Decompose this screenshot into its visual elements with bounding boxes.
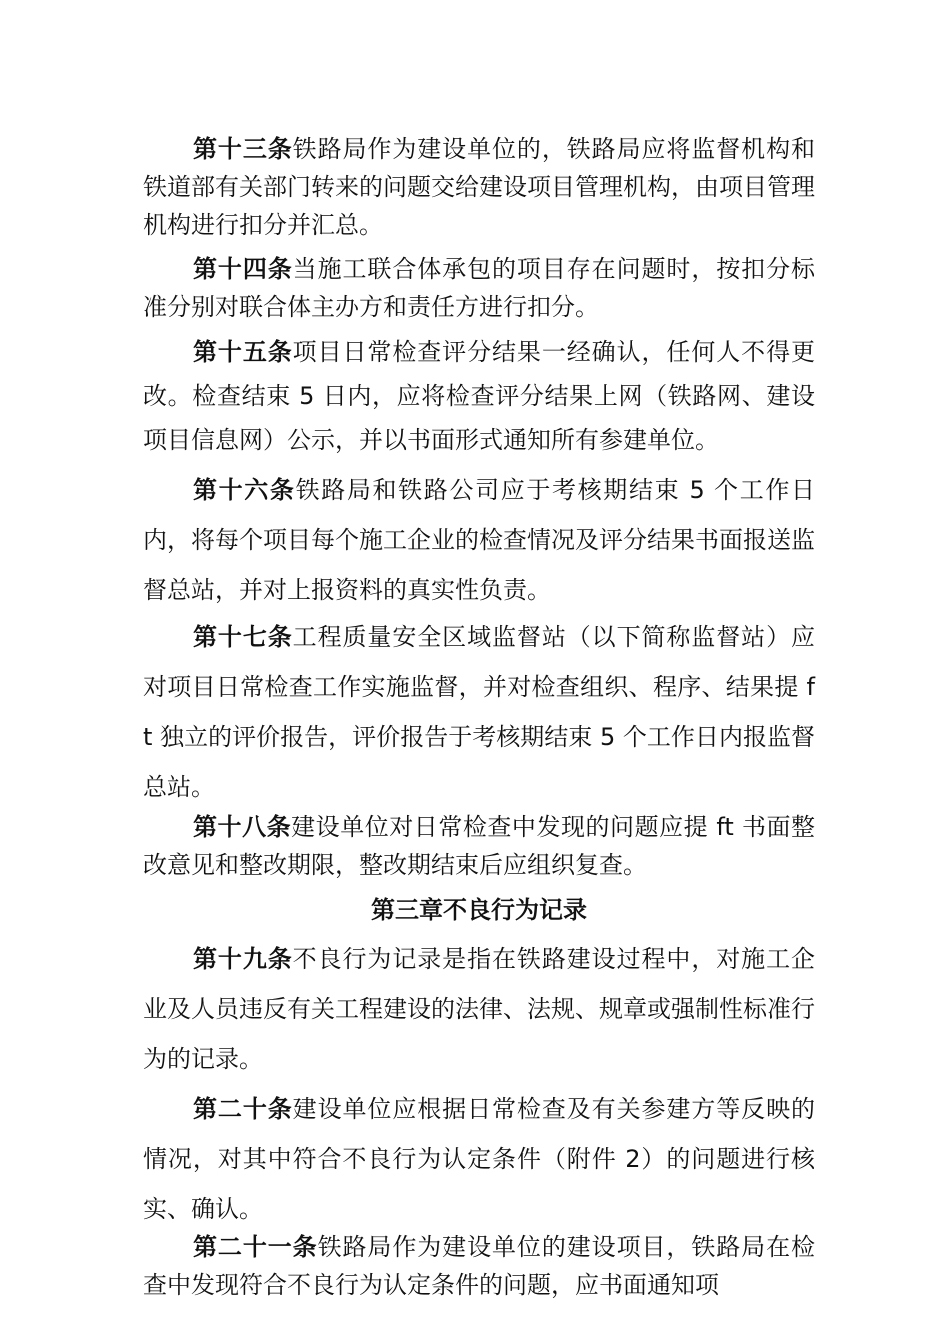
article-text: 不良行为记录是指在铁路建设过程中，对施工企业及人员违反有关工程建设的法律、法规、规章或强制性标准行为的记录。	[143, 945, 816, 1073]
chapter-heading: 第三章不良行为记录	[371, 896, 587, 924]
article-text: 铁路局作为建设单位的，铁路局应将监督机构和铁道部有关部门转来的问题交给建设项目管理机构，由项目管理机构进行扣分并汇总。	[143, 135, 816, 239]
article-text: 建设单位应根据日常检查及有关参建方等反映的情况，对其中符合不良行为认定条件（附件 2）的问题进行核实、确认。	[143, 1095, 816, 1223]
article-text: 铁路局作为建设单位的建设项目，铁路局在检查中发现符合不良行为认定条件的问题，应书面通知项	[143, 1233, 816, 1299]
article-13	[143, 130, 815, 244]
article-number: 第十八条	[193, 813, 292, 841]
article-text: 当施工联合体承包的项目存在问题时，按扣分标准分别对联合体主办方和责任方进行扣分。	[143, 255, 816, 321]
article-number: 第十六条	[193, 476, 296, 504]
article-15	[143, 330, 815, 462]
article-16	[143, 465, 815, 615]
article-text: 铁路局和铁路公司应于考核期结束 5 个工作日内，将每个项目每个施工企业的检查情况及评分结果书面报送监督总站，并对上报资料的真实性负责。	[143, 476, 815, 604]
article-number: 第十五条	[193, 338, 293, 366]
article-14	[143, 250, 815, 326]
article-number: 第十九条	[193, 945, 293, 973]
article-21	[143, 1228, 815, 1304]
article-number: 第二十条	[193, 1095, 293, 1123]
article-number: 第十七条	[193, 623, 293, 651]
article-18	[143, 808, 815, 884]
article-17	[143, 612, 815, 812]
article-text: 项目日常检查评分结果一经确认，任何人不得更改。检查结束 5 日内，应将检查评分结果上网（铁路网、建设项目信息网）公示，并以书面形式通知所有参建单位。	[143, 338, 816, 454]
article-number: 第十三条	[193, 135, 293, 163]
article-text: 工程质量安全区域监督站（以下简称监督站）应对项目日常检查工作实施监督，并对检查组织、程序、结果提 ft 独立的评价报告，评价报告于考核期结束 5 个工作日内报监督总站。	[143, 623, 816, 801]
article-text: 建设单位对日常检查中发现的问题应提 ft 书面整改意见和整改期限，整改期结束后应组织复查。	[143, 813, 816, 879]
article-20	[143, 1084, 815, 1234]
article-19	[143, 934, 815, 1084]
article-number: 第二十一条	[193, 1233, 318, 1261]
article-number: 第十四条	[193, 255, 293, 283]
